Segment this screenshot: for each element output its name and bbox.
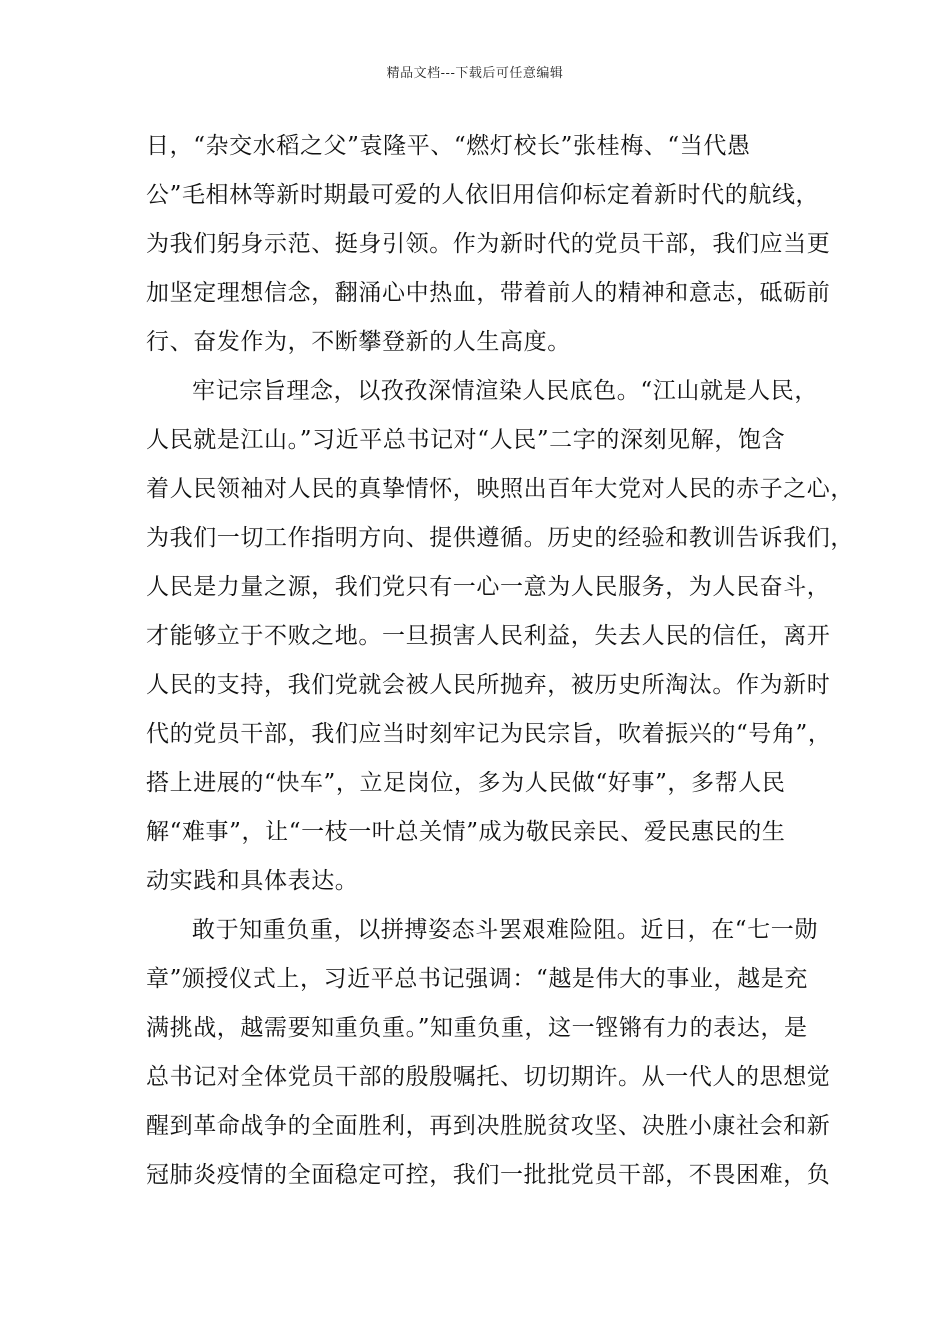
body-line: 着人民领袖对人民的真挚情怀，映照出百年大党对人民的赤子之心， xyxy=(146,476,854,502)
body-line: 日，“杂交水稻之父”袁隆平、“燃灯校长”张桂梅、“当代愚 xyxy=(146,133,751,159)
body-line: 总书记对全体党员干部的殷殷嘱托、切切期许。从一代人的思想觉 xyxy=(146,1064,831,1090)
body-line: 才能够立于不败之地。一旦损害人民利益，失去人民的信任，离开 xyxy=(146,623,831,649)
body-line: 搭上进展的“快车”，立足岗位，多为人民做“好事”，多帮人民 xyxy=(146,770,786,796)
document-body xyxy=(146,133,854,1212)
body-line: 动实践和具体表达。 xyxy=(146,868,359,894)
page-header: 精品文档---下载后可任意编辑 xyxy=(386,66,564,81)
body-line: 人民是力量之源，我们党只有一心一意为人民服务，为人民奋斗， xyxy=(146,574,831,600)
body-line: 为我们一切工作指明方向、提供遵循。历史的经验和教训告诉我们， xyxy=(146,525,854,551)
body-line: 为我们躬身示范、挺身引领。作为新时代的党员干部，我们应当更 xyxy=(146,231,831,257)
paragraph-first-line: 敢于知重负重，以拼搏姿态斗罢艰难险阻。近日，在“七一勋 xyxy=(192,917,818,943)
body-line: 公”毛相林等新时期最可爱的人依旧用信仰标定着新时代的航线， xyxy=(146,182,820,208)
body-line: 章”颁授仪式上，习近平总书记强调：“越是伟大的事业，越是充 xyxy=(146,966,808,992)
body-line: 解“难事”，让“一枝一叶总关情”成为敬民亲民、爱民惠民的生 xyxy=(146,819,786,845)
body-line: 人民的支持，我们党就会被人民所抛弃，被历史所淘汰。作为新时 xyxy=(146,672,831,698)
body-line: 醒到革命战争的全面胜利，再到决胜脱贫攻坚、决胜小康社会和新 xyxy=(146,1113,831,1139)
body-line: 代的党员干部，我们应当时刻牢记为民宗旨，吹着振兴的“号角”， xyxy=(146,721,832,747)
body-line: 加坚定理想信念，翻涌心中热血，带着前人的精神和意志，砥砺前 xyxy=(146,280,831,306)
paragraph-first-line: 牢记宗旨理念，以孜孜深情渲染人民底色。“江山就是人民， xyxy=(192,378,818,404)
body-line: 人民就是江山。”习近平总书记对“人民”二字的深刻见解，饱含 xyxy=(146,427,786,453)
body-line: 行、奋发作为，不断攀登新的人生高度。 xyxy=(146,329,571,355)
body-line: 满挑战，越需要知重负重。”知重负重，这一铿锵有力的表达，是 xyxy=(146,1015,808,1041)
body-line: 冠肺炎疫情的全面稳定可控，我们一批批党员干部，不畏困难，负 xyxy=(146,1162,831,1188)
